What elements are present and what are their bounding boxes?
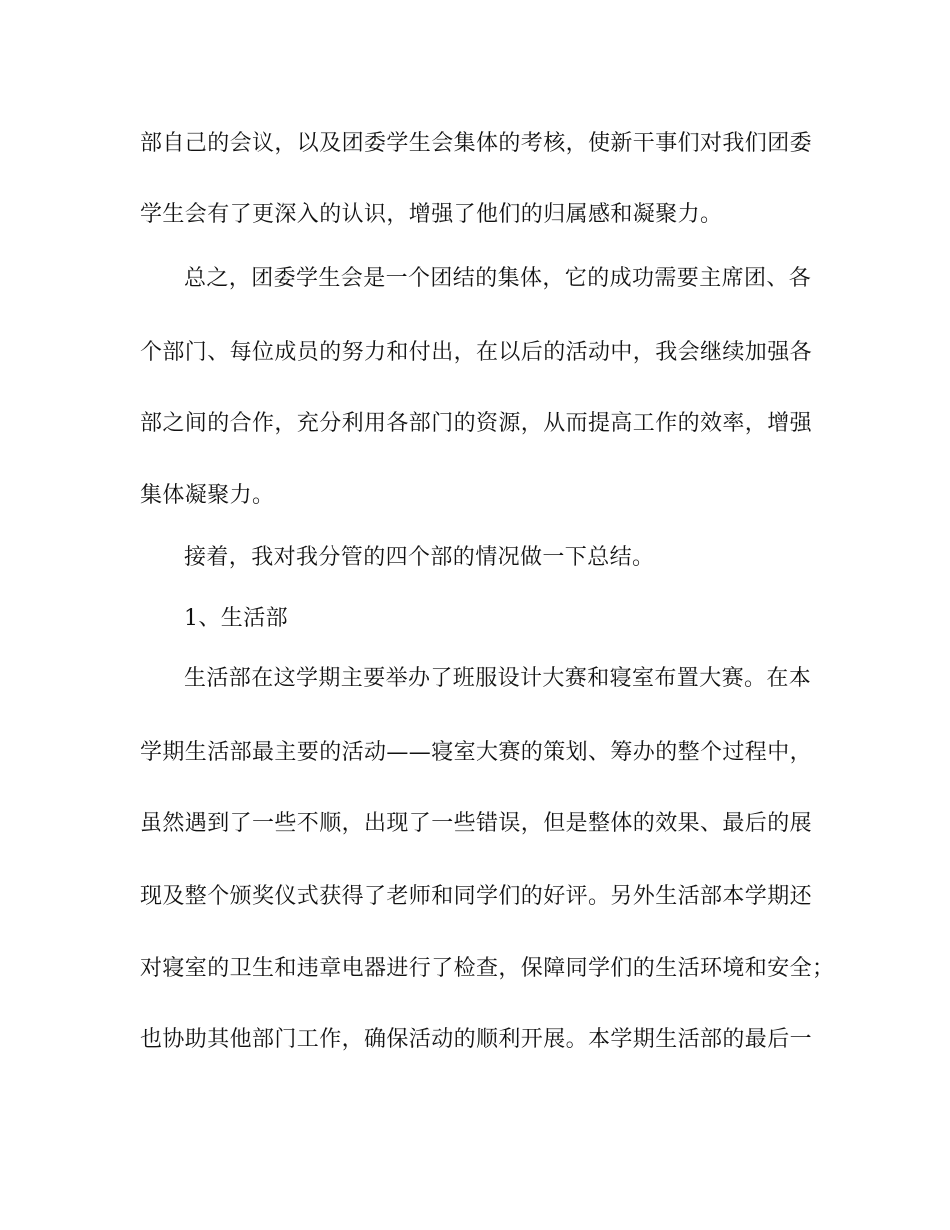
text-line: 部自己的会议，以及团委学生会集体的考核，使新干事们对我们团委 <box>140 131 813 156</box>
text-line: 个部门、每位成员的努力和付出，在以后的活动中，我会继续加强各 <box>140 340 813 365</box>
text-line: 也协助其他部门工作，确保活动的顺利开展。本学期生活部的最后一 <box>140 1027 813 1052</box>
text-line: 现及整个颁奖仪式获得了老师和同学们的好评。另外生活部本学期还 <box>140 884 813 909</box>
paragraph-start-line: 总之，团委学生会是一个团结的集体，它的成功需要主席团、各 <box>184 266 812 291</box>
text-line: 虽然遇到了一些不顺，出现了一些错误，但是整体的效果、最后的展 <box>140 811 813 836</box>
paragraph-start-line: 生活部在这学期主要举办了班服设计大赛和寝室布置大赛。在本 <box>184 666 812 691</box>
text-line: 集体凝聚力。 <box>140 483 275 508</box>
text-line: 部之间的合作，充分利用各部门的资源，从而提高工作的效率，增强 <box>140 411 813 436</box>
section-heading: 1、生活部 <box>184 606 288 631</box>
text-line: 学生会有了更深入的认识，增强了他们的归属感和凝聚力。 <box>140 202 723 227</box>
paragraph-start-line: 接着，我对我分管的四个部的情况做一下总结。 <box>184 545 655 570</box>
text-line: 对寝室的卫生和违章电器进行了检查，保障同学们的生活环境和安全； <box>140 956 835 981</box>
text-line: 学期生活部最主要的活动——寝室大赛的策划、筹办的整个过程中， <box>140 740 813 765</box>
